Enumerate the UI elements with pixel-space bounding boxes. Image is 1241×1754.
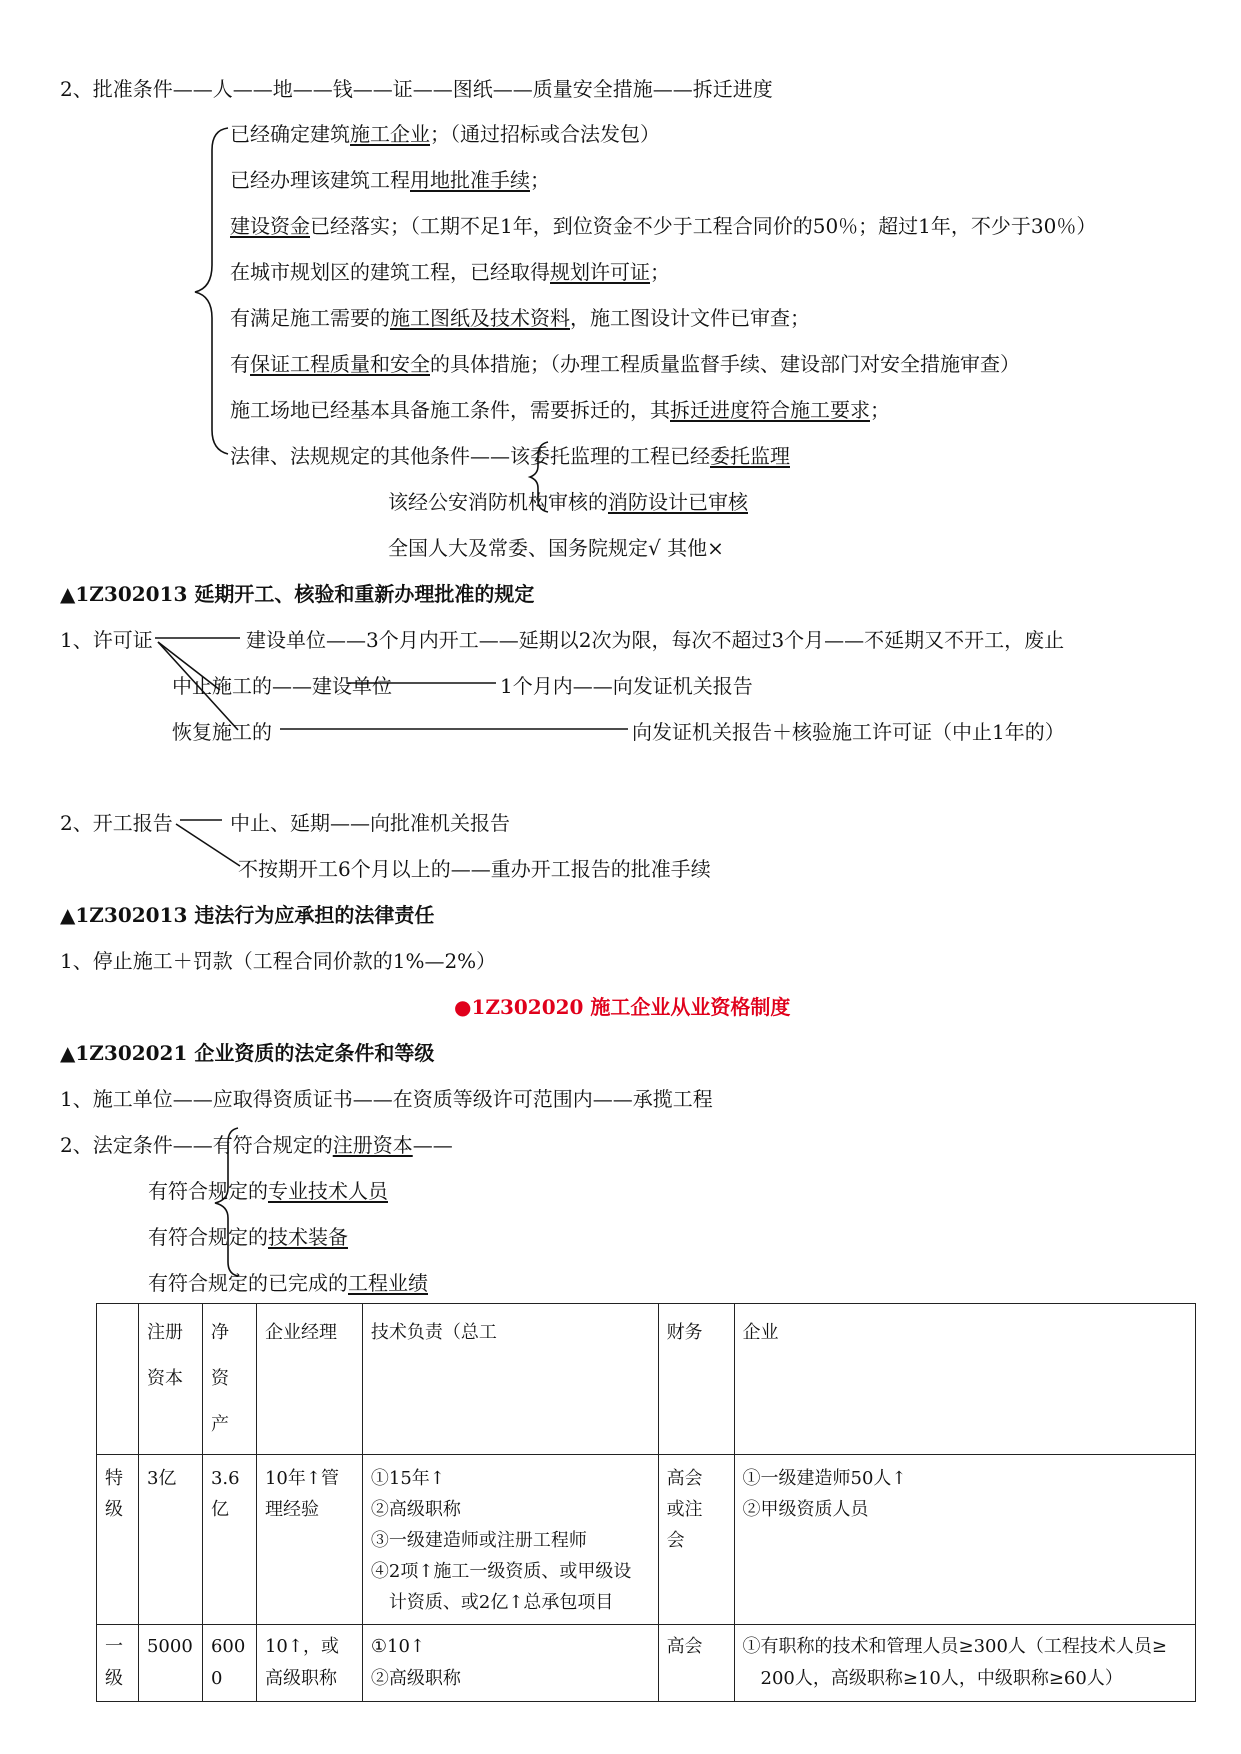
cell-enterprise-line: 200人，高级职称≥10人，中级职称≥60人） xyxy=(760,1668,1123,1689)
condition-text: ；（通过招标或合法发包） xyxy=(430,122,660,146)
cell-enterprise-line: ①一级建造师50人↑ xyxy=(742,1468,907,1489)
legal-conditions-line xyxy=(60,1132,453,1158)
table-header-cell xyxy=(658,1304,734,1455)
cell-grade: 特 级 xyxy=(105,1468,123,1520)
permit-line-3a: 恢复施工的 xyxy=(172,720,272,744)
condition-text: 在城市规划区的建筑工程，已经取得 xyxy=(230,260,550,284)
cell-finance: 高会 xyxy=(666,1636,703,1657)
condition-key: 施工图纸及技术资料 xyxy=(390,306,570,330)
condition-text: ； xyxy=(530,168,550,192)
header-enterprise: 企业 xyxy=(742,1322,779,1343)
permit-line-3b: 向发证机关报告＋核验施工许可证（中止1年的） xyxy=(632,720,1065,744)
table-header-cell xyxy=(362,1304,658,1455)
permit-line-2b: 1个月内——向发证机关报告 xyxy=(500,674,753,698)
table-cell xyxy=(256,1455,362,1625)
permit-line-1a: 1、许可证 xyxy=(60,628,153,652)
legal-text: —— xyxy=(412,1133,453,1157)
header-tech-lead: 技术负责（总工 xyxy=(370,1322,497,1343)
table-header-cell xyxy=(256,1304,362,1455)
penalty-line: 1、停止施工＋罚款（工程合同价款的1%—2%） xyxy=(60,949,497,973)
table-cell xyxy=(362,1455,658,1625)
condition-key: 规划许可证 xyxy=(550,260,650,284)
legal-text: 有符合规定的已完成的 xyxy=(148,1271,348,1295)
table-cell xyxy=(202,1455,256,1625)
cell-manager: 10年↑管 理经验 xyxy=(264,1468,339,1520)
cell-tech-line: ①10↑ xyxy=(370,1636,426,1657)
brace-conditions xyxy=(195,128,228,454)
condition-text: 有 xyxy=(230,352,250,376)
table-cell xyxy=(97,1455,139,1625)
section-heading-qualification: ●1Z302020 施工企业从业资格制度 xyxy=(454,995,791,1019)
legal-item-3 xyxy=(148,1224,348,1250)
condition-item-6 xyxy=(230,351,1020,377)
condition-key: 建设资金 xyxy=(230,214,310,238)
condition-item-4 xyxy=(230,259,670,285)
cell-tech-line: ①15年↑ xyxy=(370,1468,445,1489)
approval-conditions-heading: 2、批准条件——人——地——钱——证——图纸——质量安全措施——拆迁进度 xyxy=(60,77,773,101)
table-cell xyxy=(658,1625,734,1702)
report-line-1a: 2、开工报告 xyxy=(60,811,173,835)
cell-grade: 一 级 xyxy=(105,1636,123,1689)
legal-key: 技术装备 xyxy=(268,1225,348,1249)
legal-key: 工程业绩 xyxy=(348,1271,428,1295)
permit-line-2a: 中止施工的——建设单位 xyxy=(172,674,392,698)
legal-key: 注册资本 xyxy=(332,1133,413,1157)
permit-line-1b: 建设单位——3个月内开工——延期以2次为限，每次不超过3个月——不延期又不开工，废止 xyxy=(246,628,1065,652)
condition-key: 拆迁进度符合施工要求 xyxy=(670,398,870,422)
table-header-cell xyxy=(138,1304,202,1455)
qualification-table xyxy=(96,1303,1196,1702)
condition-key: 消防设计已审核 xyxy=(608,490,748,514)
table-cell xyxy=(734,1625,1196,1702)
cell-net: 600 0 xyxy=(210,1636,246,1689)
legal-text: 有符合规定的 xyxy=(212,1133,333,1157)
condition-text: ； xyxy=(870,398,890,422)
table-cell xyxy=(97,1625,139,1702)
table-cell xyxy=(658,1455,734,1625)
table-header-cell xyxy=(202,1304,256,1455)
cell-capital: 5000 xyxy=(146,1636,193,1657)
legal-key: 专业技术人员 xyxy=(268,1179,388,1203)
condition-text: 已经办理该建筑工程 xyxy=(230,168,410,192)
condition-other-national: 全国人大及常委、国务院规定√ 其他× xyxy=(388,536,724,560)
legal-lead: 2、法定条件—— xyxy=(60,1133,213,1157)
condition-text: 已经落实；（工期不足1年，到位资金不少于工程合同价的50％；超过1年，不少于30％） xyxy=(310,214,1097,238)
section-heading-liability: ▲1Z302013 违法行为应承担的法律责任 xyxy=(60,903,435,927)
cell-tech-line: ②高级职称 xyxy=(370,1499,461,1520)
condition-key: 施工企业 xyxy=(350,122,430,146)
cell-finance: 高会 或注 会 xyxy=(666,1468,703,1551)
table-header-cell xyxy=(734,1304,1196,1455)
condition-text: 该经公安消防机构审核的 xyxy=(388,490,608,514)
table-cell xyxy=(138,1625,202,1702)
condition-key: 委托监理 xyxy=(710,444,790,468)
table-cell xyxy=(734,1455,1196,1625)
legal-text: 有符合规定的 xyxy=(148,1179,268,1203)
qualification-line-1: 1、施工单位——应取得资质证书——在资质等级许可范围内——承揽工程 xyxy=(60,1087,713,1111)
legal-text: 有符合规定的 xyxy=(148,1225,268,1249)
condition-item-2 xyxy=(230,167,550,193)
table-row xyxy=(97,1455,1196,1625)
condition-item-1 xyxy=(230,121,660,147)
condition-text: 有满足施工需要的 xyxy=(230,306,390,330)
header-capital: 注册 资本 xyxy=(146,1322,183,1389)
table-header-cell xyxy=(97,1304,139,1455)
cell-enterprise-line: ①有职称的技术和管理人员≥300人（工程技术人员≥ xyxy=(742,1636,1168,1657)
cell-manager: 10↑，或 高级职称 xyxy=(264,1636,339,1689)
condition-item-5 xyxy=(230,305,810,331)
legal-item-2 xyxy=(148,1178,388,1204)
table-cell xyxy=(256,1625,362,1702)
condition-key: 保证工程质量和安全 xyxy=(250,352,430,376)
header-manager: 企业经理 xyxy=(264,1322,337,1343)
cell-net: 3.6 亿 xyxy=(210,1468,240,1520)
cell-enterprise-line: ②甲级资质人员 xyxy=(742,1499,869,1520)
table-cell xyxy=(202,1625,256,1702)
cell-tech-line: ④2项↑施工一级资质、或甲级设 xyxy=(370,1561,632,1582)
condition-item-other xyxy=(230,443,790,469)
condition-item-3 xyxy=(230,213,1096,239)
condition-other-fire xyxy=(388,489,748,515)
condition-text: ； xyxy=(650,260,670,284)
table-cell xyxy=(138,1455,202,1625)
condition-text: 施工场地已经基本具备施工条件，需要拆迁的，其 xyxy=(230,398,670,422)
condition-text: 该委托监理的工程已经 xyxy=(510,444,710,468)
header-finance: 财务 xyxy=(666,1322,703,1343)
condition-key: 用地批准手续 xyxy=(410,168,530,192)
section-heading-delay: ▲1Z302013 延期开工、核验和重新办理批准的规定 xyxy=(60,582,535,606)
cell-capital: 3亿 xyxy=(146,1468,177,1489)
condition-text: 的具体措施；（办理工程质量监督手续、建设部门对安全措施审查） xyxy=(430,352,1020,376)
legal-item-4 xyxy=(148,1270,428,1296)
condition-text: 法律、法规规定的其他条件—— xyxy=(230,444,510,468)
table-header-row xyxy=(97,1304,1196,1455)
report-line-1b: 中止、延期——向批准机关报告 xyxy=(230,811,510,835)
header-net-assets: 净 资 产 xyxy=(210,1322,229,1435)
condition-item-7 xyxy=(230,397,890,423)
report-line-2: 不按期开工6个月以上的——重办开工报告的批准手续 xyxy=(238,857,711,881)
cell-tech-line: ③一级建造师或注册工程师 xyxy=(370,1530,587,1551)
table-row xyxy=(97,1625,1196,1702)
condition-text: ，施工图设计文件已审查； xyxy=(570,306,810,330)
table-cell xyxy=(362,1625,658,1702)
section-heading-enterprise: ▲1Z302021 企业资质的法定条件和等级 xyxy=(60,1041,435,1065)
cell-tech-line: 计资质、或2亿↑总承包项目 xyxy=(388,1592,614,1613)
condition-text: 已经确定建筑 xyxy=(230,122,350,146)
cell-tech-line: ②高级职称 xyxy=(370,1668,461,1689)
